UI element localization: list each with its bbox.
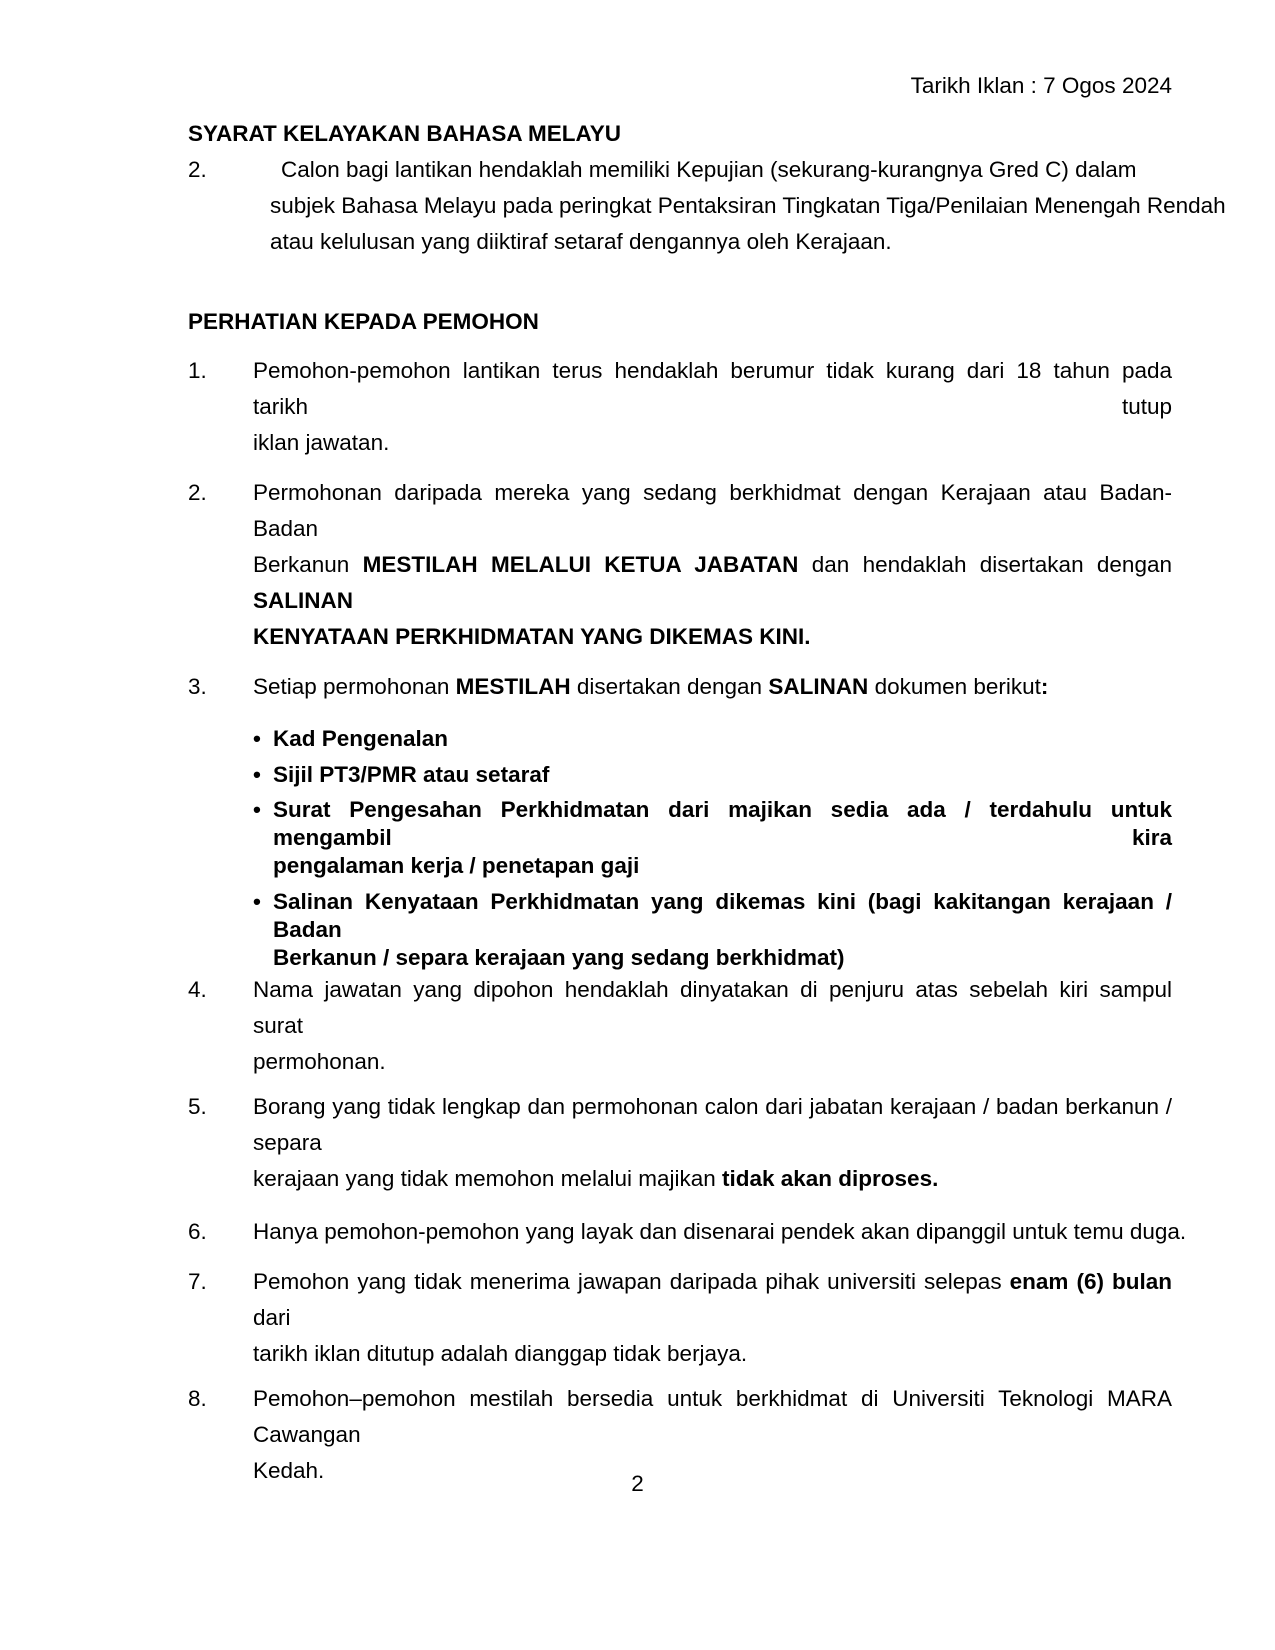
text-segment: disertakan dengan [570,674,769,699]
bold-text-segment: enam (6) bulan [1009,1269,1172,1294]
item-number: 8. [188,1386,207,1411]
text-line [273,888,1172,944]
list-item-5 [188,1089,1172,1197]
list-item-6 [188,1214,1187,1250]
list-item-7 [188,1264,1172,1372]
text-line [270,224,1172,260]
item-text [253,1264,1172,1372]
text-line [253,1161,1172,1197]
item-number: 5. [188,1094,207,1119]
bullet-icon: • [253,889,261,914]
bold-text-segment: tidak akan diproses. [722,1166,939,1191]
item-number: 4. [188,977,207,1002]
text-segment: subjek Bahasa Melayu pada peringkat Pentaksiran Tingkatan Tiga/Penilaian Menengah Rendah [270,193,1226,218]
bullet-item-surat-pengesahan [253,796,1172,880]
bullet-icon: • [253,762,261,787]
bold-text-segment: SALINAN [253,588,353,613]
text-segment: Berkanun [253,552,363,577]
text-segment: dan hendaklah disertakan dengan [798,552,1172,577]
section-heading-syarat-bahasa: SYARAT KELAYAKAN BAHASA MELAYU [188,121,621,146]
page-number: 2 [631,1471,644,1496]
text-segment: kerajaan yang tidak memohon melalui majikan [253,1166,722,1191]
bullet-item-sijil [253,761,1172,789]
bullet-item-salinan-kenyataan [253,888,1172,972]
item-number: 2. [188,480,207,505]
bold-text-segment: MESTILAH MELALUI KETUA JABATAN [362,552,799,577]
text-segment: Nama jawatan yang dipohon hendaklah dinyatakan di penjuru atas sebelah kiri sampul surat [253,977,1172,1038]
text-segment: Calon bagi lantikan hendaklah memiliki Kepujian (sekurang-kurangnya Gred C) dalam [281,157,1137,182]
text-line [273,852,1172,880]
text-line [253,1044,1172,1080]
text-line [270,152,1172,188]
text-segment: Permohonan daripada mereka yang sedang berkhidmat dengan Kerajaan atau Badan-Badan [253,480,1172,541]
item-text [253,972,1172,1080]
text-segment: permohonan. [253,1049,386,1074]
text-segment: Pemohon–pemohon mestilah bersedia untuk berkhidmat di Universiti Teknologi MARA Cawangan [253,1386,1172,1447]
bold-text-segment: Salinan Kenyataan Perkhidmatan yang dikemas kini (bagi kakitangan kerajaan / Badan [273,889,1172,942]
text-segment: atau kelulusan yang diiktiraf setaraf dengannya oleh Kerajaan. [270,229,892,254]
item-text [270,152,1226,260]
bold-text-segment: Berkanun / separa kerajaan yang sedang berkhidmat) [273,945,845,970]
text-segment: Setiap permohonan [253,674,456,699]
text-line [253,669,1172,705]
text-segment: Pemohon yang tidak menerima jawapan daripada pihak universiti selepas [253,1269,1010,1294]
text-line [270,188,1226,224]
item-number: 7. [188,1269,207,1294]
item-number: 2. [188,157,207,182]
list-item-2 [188,475,1172,655]
bullet-item-kad-pengenalan [253,725,1172,753]
header-date: Tarikh Iklan : 7 Ogos 2024 [910,73,1172,98]
bold-text-segment: Kad Pengenalan [273,726,449,751]
text-line [273,796,1172,852]
item-text [253,669,1172,705]
text-segment: tarikh iklan ditutup adalah dianggap tidak berjaya. [253,1341,748,1366]
item-text [253,1089,1172,1197]
text-line [253,1214,1187,1250]
text-line [253,425,1172,461]
bold-text-segment: SALINAN [768,674,869,699]
text-segment: iklan jawatan. [253,430,390,455]
text-line [253,1264,1172,1336]
text-line [253,1336,1172,1372]
bullet-text [273,796,1172,880]
text-line [253,619,1172,655]
text-segment: dokumen berikut [868,674,1041,699]
text-segment: dari [253,1305,291,1330]
text-segment: Pemohon-pemohon lantikan terus hendaklah berumur tidak kurang dari 18 tahun pada tarikh tutup [253,358,1172,419]
item-number: 3. [188,674,207,699]
document-content [188,68,1226,1489]
list-item-3 [188,669,1172,705]
bold-text-segment: Sijil PT3/PMR atau setaraf [273,762,550,787]
bold-text-segment: pengalaman kerja / penetapan gaji [273,853,640,878]
text-segment: Borang yang tidak lengkap dan permohonan calon dari jabatan kerajaan / badan berkanun / separa [253,1094,1172,1155]
list-item-bahasa-2 [188,152,1226,260]
text-line [273,944,1172,972]
item-number: 6. [188,1219,207,1244]
text-segment: Kedah. [253,1458,325,1483]
item-text [253,1214,1187,1250]
bold-text-segment: : [1040,674,1049,699]
bullet-text [273,761,1172,789]
list-item-4 [188,972,1172,1080]
text-segment: Hanya pemohon-pemohon yang layak dan disenarai pendek akan dipanggil untuk temu duga. [253,1219,1187,1244]
bullet-icon: • [253,726,261,751]
section-heading-perhatian: PERHATIAN KEPADA PEMOHON [188,309,539,334]
bold-text-segment: Surat Pengesahan Perkhidmatan dari majikan sedia ada / terdahulu untuk mengambil kira [273,797,1172,850]
text-line [253,1089,1172,1161]
text-line [253,1381,1172,1453]
item-number: 1. [188,358,207,383]
text-line [273,725,1172,753]
bullet-text [273,888,1172,972]
bullet-icon: • [253,797,261,822]
text-line [273,761,1172,789]
item-text [253,353,1172,461]
text-line [253,475,1172,547]
text-line [253,353,1172,425]
bold-text-segment: MESTILAH [455,674,571,699]
bold-text-segment: KENYATAAN PERKHIDMATAN YANG DIKEMAS KINI. [253,624,811,649]
list-item-1 [188,353,1172,461]
text-line [253,547,1172,619]
item-text [253,475,1172,655]
text-line [253,972,1172,1044]
bullet-text [273,725,1172,753]
